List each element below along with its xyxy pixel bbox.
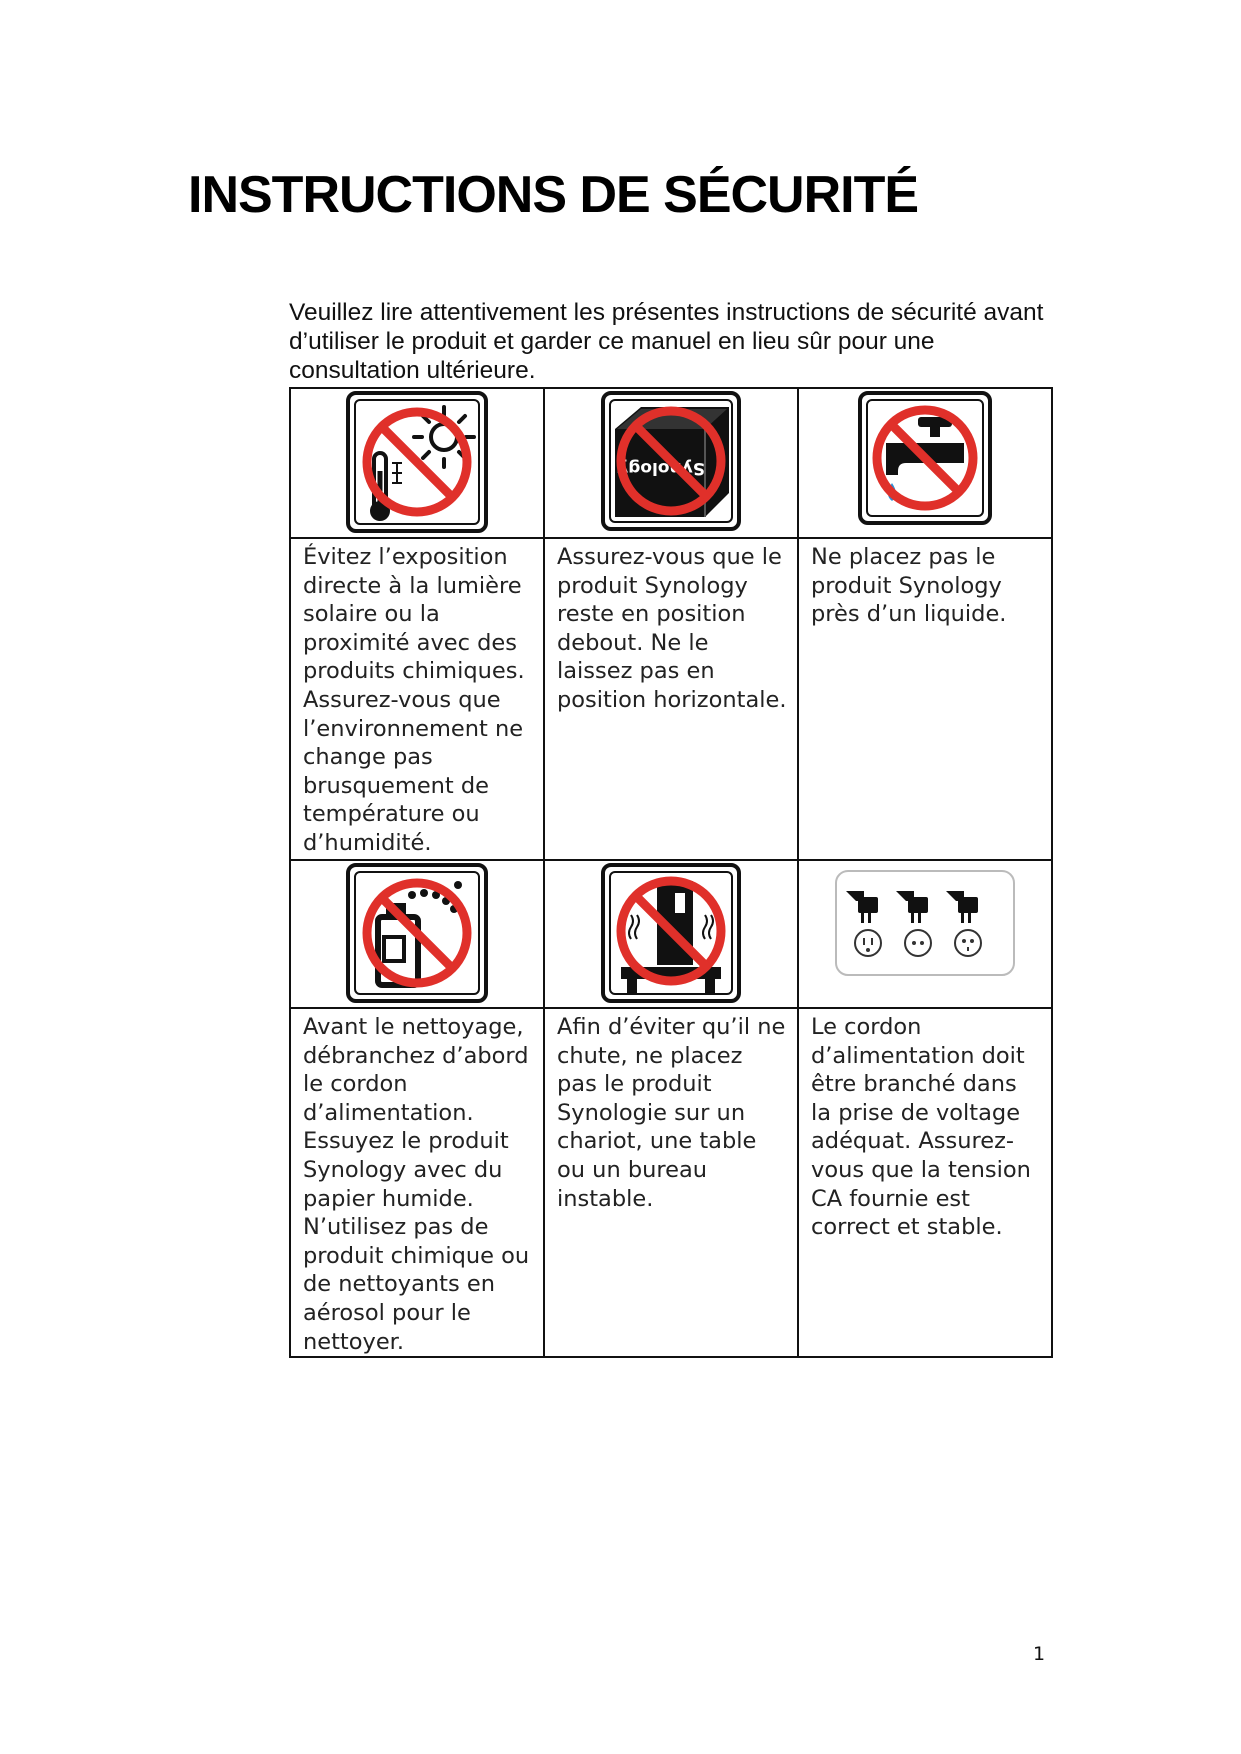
icon-cell-3 bbox=[798, 388, 1052, 538]
instruction-text: Afin d’éviter qu’il ne chute, ne placez pas le produit Synologie sur un chariot, une table ou un bureau instable. bbox=[557, 1014, 786, 1212]
instruction-cell-power bbox=[798, 1008, 1052, 1357]
no-liquid-icon bbox=[858, 391, 992, 525]
icon-cell-6 bbox=[798, 860, 1052, 1008]
safety-instructions-table bbox=[289, 387, 1053, 1358]
power-plugs-outlets-icon bbox=[834, 863, 1016, 981]
instruction-cell-liquid bbox=[798, 538, 1052, 860]
intro-paragraph: Veuillez lire attentivement les présentes instructions de sécurité avant d’utiliser le produit et garder ce manuel en lieu sûr pour une consultation ultérieure. bbox=[289, 299, 1044, 384]
box-brand-label: Synology bbox=[617, 458, 705, 478]
page-number: 1 bbox=[1033, 1643, 1046, 1665]
icon-cell-4 bbox=[290, 860, 544, 1008]
icon-cell-2 bbox=[544, 388, 798, 538]
instruction-text: Le cordon d’alimentation doit être branché dans la prise de voltage adéquat. Assurez-vous que la tension CA fournie est correct et stable. bbox=[811, 1014, 1031, 1241]
instruction-cell-stability bbox=[544, 1008, 798, 1357]
instruction-cell-sunlight bbox=[290, 538, 544, 860]
icon-cell-1 bbox=[290, 388, 544, 538]
no-aerosol-cleaner-icon bbox=[346, 863, 488, 1003]
instruction-text: Avant le nettoyage, débranchez d’abord le cordon d’alimentation. Essuyez le produit Synology avec du papier humide. N’utilisez pas de produit chimique ou de nettoyants en aérosol pour le nettoyer. bbox=[303, 1014, 530, 1355]
instruction-text: Évitez l’exposition directe à la lumière solaire ou la proximité avec des produits chimiques. Assurez-vous que l’environnement ne change pas brusquement de température ou d’humidité. bbox=[303, 544, 525, 856]
no-unstable-surface-icon bbox=[601, 863, 741, 1003]
instruction-text: Ne placez pas le produit Synology près d’un liquide. bbox=[811, 544, 1007, 628]
instruction-text: Assurez-vous que le produit Synology reste en position debout. Ne le laissez pas en position horizontale. bbox=[557, 544, 787, 713]
no-horizontal-position-icon bbox=[601, 391, 741, 531]
page-title: INSTRUCTIONS DE SÉCURITÉ bbox=[188, 166, 919, 224]
icon-cell-5 bbox=[544, 860, 798, 1008]
instruction-cell-cleaning bbox=[290, 1008, 544, 1357]
no-sunlight-heat-icon bbox=[346, 391, 488, 533]
instruction-cell-position bbox=[544, 538, 798, 860]
